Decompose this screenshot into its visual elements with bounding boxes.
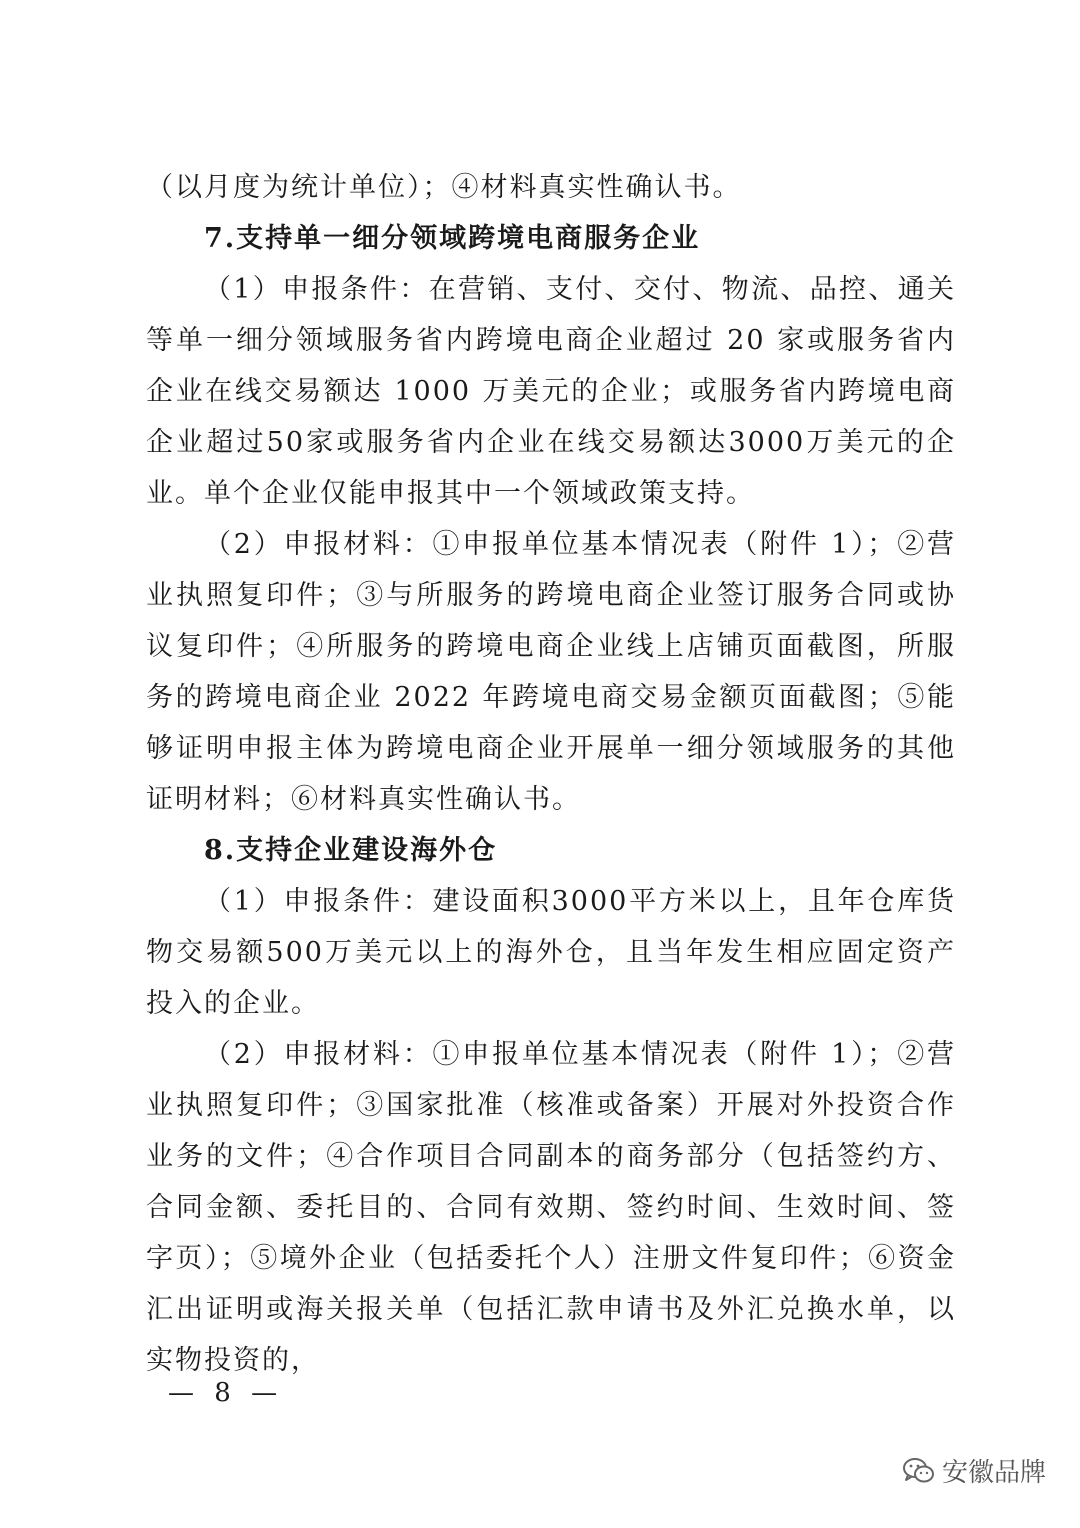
- paragraph-materials-8: （2）申报材料：①申报单位基本情况表（附件 1）；②营业执照复印件；③国家批准（核准或备案）开展对外投资合作业务的文件；④合作项目合同副本的商务部分（包括签约方、合同金额、委托目的、合同有效期、签约时间、生效时间、签字页）；⑤境外企业（包括委托个人）注册文件复印件；⑥资金汇出证明或海关报关单（包括汇款申请书及外汇兑换水单，以实物投资的，: [146, 1039, 956, 1376]
- watermark-label: 安徽品牌: [941, 1458, 1046, 1488]
- wechat-icon: [902, 1456, 936, 1486]
- paragraph-conditions-8: （1）申报条件：建设面积3000平方米以上，且年仓库货物交易额500万美元以上的海外仓，且当年发生相应固定资产投入的企业。: [146, 886, 956, 1019]
- paragraph-continuation: （以月度为统计单位）；④材料真实性确认书。: [146, 172, 742, 203]
- paragraph-materials-7: （2）申报材料：①申报单位基本情况表（附件 1）；②营业执照复印件；③与所服务的跨境电商企业签订服务合同或协议复印件；④所服务的跨境电商企业线上店铺页面截图，所服务的跨境电商企业 2022 年跨境电商交易金额页面截图；⑤能够证明申报主体为跨境电商企业开展单一细分领域服务的其他证明材料；⑥材料真实性确认书。: [146, 529, 956, 815]
- paragraph-conditions-7: （1）申报条件：在营销、支付、交付、物流、品控、通关等单一细分领域服务省内跨境电商企业超过 20 家或服务省内企业在线交易额达 1000 万美元的企业；或服务省内跨境电商企业超过50家或服务省内企业在线交易额达3000万美元的企业。单个企业仅能申报其中一个领域政策支持。: [146, 274, 956, 509]
- wechat-watermark: [902, 1452, 1046, 1489]
- document-body: [146, 162, 956, 1386]
- page-number: — 8 —: [168, 1378, 284, 1408]
- section-heading-8: 8.支持企业建设海外仓: [204, 835, 498, 866]
- section-heading-7: 7.支持单一细分领域跨境电商服务企业: [204, 223, 701, 254]
